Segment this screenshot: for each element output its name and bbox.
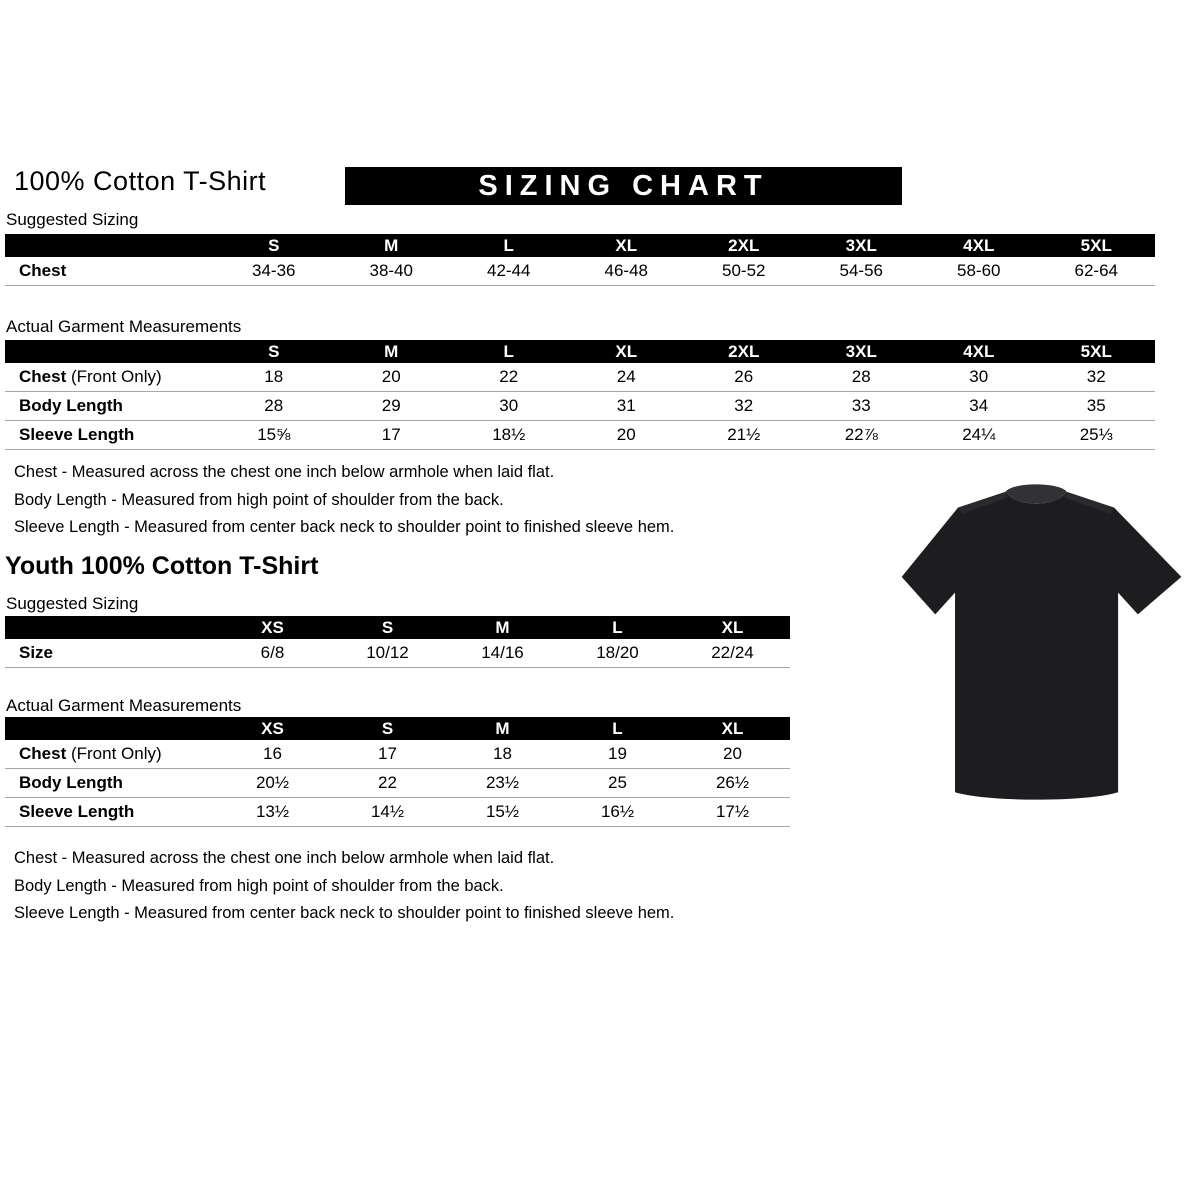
table-cell: 18/20 <box>596 643 639 662</box>
column-header: XL <box>721 617 744 637</box>
table-cell: 23½ <box>485 773 520 792</box>
tshirt-body-shape <box>902 492 1182 800</box>
row-label-text: Body Length <box>19 396 123 415</box>
adult-actual-measurements-label: Actual Garment Measurements <box>6 317 242 336</box>
table-cell: 34 <box>969 396 989 415</box>
table-row <box>5 392 1155 421</box>
table-cell: 33 <box>851 396 871 415</box>
table-cell: 15½ <box>485 802 520 821</box>
column-header: XL <box>615 235 638 255</box>
table-cell: 34-36 <box>252 261 296 280</box>
row-label <box>5 261 215 281</box>
table-row <box>5 769 790 798</box>
column-header: 2XL <box>728 235 760 255</box>
column-header: XL <box>721 718 744 738</box>
table-cell: 46-48 <box>604 261 648 280</box>
adult-suggested-sizing-label: Suggested Sizing <box>6 210 139 229</box>
table-cell: 25 <box>608 773 627 792</box>
table-cell: 25⅓ <box>1079 425 1113 444</box>
row-label <box>5 744 215 764</box>
column-header: L <box>503 235 514 255</box>
table-cell: 38-40 <box>369 261 413 280</box>
row-label-text: Body Length <box>19 773 123 792</box>
youth-actual-measurements-label: Actual Garment Measurements <box>6 696 242 715</box>
table-cell: 15⅝ <box>257 425 291 444</box>
table-cell: 21½ <box>727 425 761 444</box>
table-cell: 26½ <box>715 773 750 792</box>
note-line: Body Length - Measured from high point of shoulder from the back. <box>14 876 504 895</box>
column-header: 4XL <box>963 235 995 255</box>
table-cell: 50-52 <box>722 261 766 280</box>
adult-suggested-header-row <box>5 234 1155 257</box>
column-header: M <box>495 617 510 637</box>
column-header: S <box>268 235 280 255</box>
table-cell: 22⅞ <box>844 425 878 444</box>
table-cell: 14/16 <box>481 643 524 662</box>
column-header: S <box>268 341 280 361</box>
row-label <box>5 396 215 416</box>
row-label <box>5 425 215 445</box>
table-cell: 31 <box>616 396 636 415</box>
row-label <box>5 643 215 663</box>
table-cell: 17 <box>381 425 401 444</box>
table-cell: 24 <box>616 367 636 386</box>
adult-title: 100% Cotton T-Shirt <box>14 166 267 196</box>
youth-suggested-header-row <box>5 616 790 639</box>
table-row <box>5 421 1155 450</box>
youth-actual-measurements-table <box>5 717 790 827</box>
table-cell: 18 <box>493 744 512 763</box>
row-label-sub: (Front Only) <box>66 367 162 386</box>
column-header: S <box>381 617 394 637</box>
row-label <box>5 773 215 793</box>
row-label-text: Sleeve Length <box>19 802 135 821</box>
table-cell: 18 <box>264 367 284 386</box>
row-label-text: Chest <box>19 744 67 763</box>
table-cell: 58-60 <box>957 261 1001 280</box>
adult-actual-measurements-table <box>5 340 1155 450</box>
column-header: XS <box>261 718 284 738</box>
table-cell: 16 <box>263 744 282 763</box>
column-header: XS <box>261 617 284 637</box>
sizing-chart-banner: SIZING CHART <box>345 167 902 205</box>
column-header: 3XL <box>845 235 877 255</box>
column-header: M <box>384 235 399 255</box>
column-header: L <box>612 617 623 637</box>
table-cell: 22 <box>378 773 397 792</box>
table-cell: 19 <box>608 744 627 763</box>
table-cell: 26 <box>734 367 754 386</box>
table-cell: 16½ <box>600 802 635 821</box>
column-header: S <box>381 718 394 738</box>
table-row <box>5 363 1155 392</box>
note-line: Body Length - Measured from high point of shoulder from the back. <box>14 490 504 509</box>
note-line: Chest - Measured across the chest one inch below armhole when laid flat. <box>14 463 555 481</box>
column-header: L <box>612 718 623 738</box>
table-cell: 13½ <box>255 802 290 821</box>
row-label <box>5 367 215 387</box>
row-label-sub: (Front Only) <box>66 744 162 763</box>
table-cell: 17½ <box>715 802 750 821</box>
table-cell: 20 <box>381 367 401 386</box>
table-cell: 28 <box>851 367 871 386</box>
table-cell: 30 <box>969 367 989 386</box>
table-cell: 14½ <box>370 802 405 821</box>
table-cell: 32 <box>1086 367 1106 386</box>
table-cell: 10/12 <box>366 643 409 662</box>
column-header: 5XL <box>1080 235 1112 255</box>
table-row <box>5 639 790 668</box>
youth-suggested-sizing-label: Suggested Sizing <box>6 594 139 613</box>
table-row <box>5 798 790 827</box>
table-row <box>5 740 790 769</box>
table-cell: 28 <box>264 396 284 415</box>
table-cell: 17 <box>378 744 397 763</box>
note-line: Chest - Measured across the chest one inch below armhole when laid flat. <box>14 849 555 867</box>
table-cell: 29 <box>381 396 401 415</box>
table-cell: 22 <box>499 367 519 386</box>
row-label-text: Chest <box>19 367 67 386</box>
column-header: 2XL <box>728 341 760 361</box>
column-header: 3XL <box>845 341 877 361</box>
youth-measurement-notes <box>14 845 674 928</box>
table-cell: 18½ <box>492 425 526 444</box>
youth-suggested-sizing-table <box>5 616 790 668</box>
table-cell: 20 <box>723 744 742 763</box>
table-cell: 54-56 <box>839 261 883 280</box>
table-cell: 24¼ <box>962 425 996 444</box>
table-cell: 20 <box>616 425 636 444</box>
table-row <box>5 257 1155 286</box>
adult-actual-header-row <box>5 340 1155 363</box>
table-cell: 30 <box>499 396 519 415</box>
table-cell: 35 <box>1086 396 1106 415</box>
row-label-text: Sleeve Length <box>19 425 135 444</box>
column-header: XL <box>615 341 638 361</box>
table-cell: 20½ <box>255 773 290 792</box>
row-label-text: Chest <box>19 261 67 280</box>
column-header: 4XL <box>963 341 995 361</box>
column-header: M <box>495 718 510 738</box>
youth-actual-header-row <box>5 717 790 740</box>
note-line: Sleeve Length - Measured from center back neck to shoulder point to finished sleeve hem. <box>14 904 675 922</box>
adult-suggested-sizing-table <box>5 234 1155 286</box>
youth-title: Youth 100% Cotton T-Shirt <box>5 552 319 580</box>
column-header: M <box>384 341 399 361</box>
column-header: 5XL <box>1080 341 1112 361</box>
table-cell: 62-64 <box>1074 261 1118 280</box>
tshirt-graphic <box>898 478 1186 814</box>
tshirt-icon <box>898 478 1186 814</box>
adult-measurement-notes <box>14 459 674 542</box>
table-cell: 6/8 <box>260 643 285 662</box>
note-line: Sleeve Length - Measured from center back neck to shoulder point to finished sleeve hem. <box>14 518 675 536</box>
table-cell: 32 <box>734 396 754 415</box>
row-label <box>5 802 215 822</box>
column-header: L <box>503 341 514 361</box>
table-cell: 42-44 <box>487 261 531 280</box>
row-label-text: Size <box>19 643 54 662</box>
table-cell: 22/24 <box>711 643 754 662</box>
